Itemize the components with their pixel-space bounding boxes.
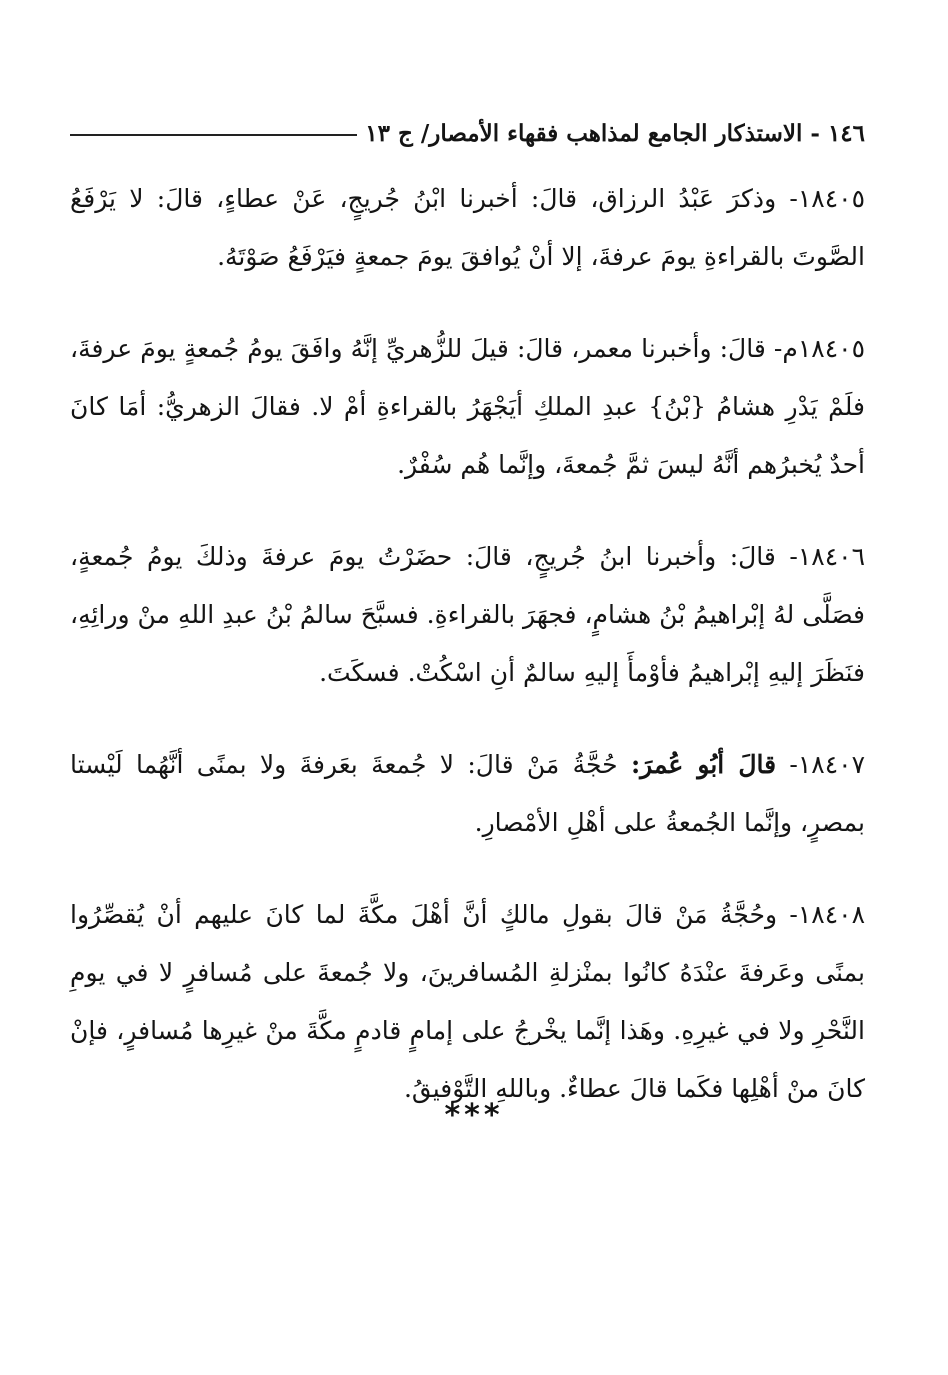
header-title-line: ١٤٦ - الاستذكار الجامع لمذاهب فقهاء الأمصار/ ج ١٣ bbox=[365, 119, 865, 147]
book-title: الاستذكار الجامع لمذاهب فقهاء الأمصار/ ج ١٣ bbox=[365, 119, 803, 147]
paragraph-18408: ١٨٤٠٨- وحُجَّةُ مَنْ قالَ بقولِ مالكٍ أنَّ أهْلَ مكَّةَ لما كانَ عليهم أنْ يُقصِّرُوا بمنًى وعَرفةَ عنْدَهُ كانُوا بمنْزلةِ المُسافرينَ، ولا جُمعةَ على مُسافرٍ لا في يومِ النَّحْرِ ولا في غيرِهِ. وهَذا إنَّما يخْرجُ على إمامٍ قادمٍ مكَّةَ منْ غيرِها مُسافرٍ، فإنْ كانَ منْ أهْلِها فكَما قالَ عطاءٌ. وباللهِ التَّوْفيقُ. bbox=[70, 900, 866, 1103]
paragraph-number: ١٨٤٠٨ bbox=[797, 900, 866, 929]
paragraph-number: ١٨٤٠٧ bbox=[797, 750, 865, 779]
paragraph-number: ١٨٤٠٥ bbox=[797, 184, 865, 213]
paragraph-18407: ١٨٤٠٧- قالَ أبُو عُمرَ: حُجَّةُ مَنْ قالَ: لا جُمعةَ بعَرفةَ ولا بمنًى أنَّهُما لَيْستا بمصرٍ، وإنَّما الجُمعةُ على أهْلِ الأمْصارِ. bbox=[70, 750, 865, 837]
paragraph-number: ١٨٤٠٦ bbox=[797, 542, 865, 571]
running-header bbox=[70, 112, 865, 154]
paragraph-emphasis: قالَ أبُو عُمرَ: bbox=[630, 750, 777, 779]
page bbox=[70, 112, 865, 1152]
paragraph-text: قالَ: وأخبرنا معمر، قالَ: قيلَ للزُّهريِّ إنَّهُ وافَقَ يومُ جُمعةٍ يومَ عرفةَ، فلَمْ يَدْرِ هشامُ {بْنُ} عبدِ الملكِ أيَجْهَرُ بالقراءةِ أمْ لا. فقالَ الزهريُّ: أمَا كانَ أحدٌ يُخبرُهم أنَّهُ ليسَ ثمَّ جُمعةَ، وإنَّما هُم سُفْرٌ. bbox=[70, 334, 865, 479]
page-number: ١٤٦ bbox=[827, 119, 865, 147]
paragraph-text: وحُجَّةُ مَنْ قالَ بقولِ مالكٍ أنَّ أهْلَ مكَّةَ لما كانَ عليهم أنْ يُقصِّرُوا بمنًى وعَرفةَ عنْدَهُ كانُوا بمنْزلةِ المُسافرينَ، ولا جُمعةَ على مُسافرٍ لا في يومِ النَّحْرِ ولا في غيرِهِ. وهَذا إنَّما يخْرجُ على إمامٍ قادمٍ مكَّةَ منْ غيرِها مُسافرٍ، فإنْ كانَ منْ أهْلِها فكَما قالَ عطاءٌ. وباللهِ التَّوْفيقُ. bbox=[70, 900, 865, 1103]
paragraph-18405m: ١٨٤٠٥م- قالَ: وأخبرنا معمر، قالَ: قيلَ للزُّهريِّ إنَّهُ وافَقَ يومُ جُمعةٍ يومَ عرفةَ، فلَمْ يَدْرِ هشامُ {بْنُ} عبدِ الملكِ أيَجْهَرُ بالقراءةِ أمْ لا. فقالَ الزهريُّ: أمَا كانَ أحدٌ يُخبرُهم أنَّهُ ليسَ ثمَّ جُمعةَ، وإنَّما هُم سُفْرٌ. bbox=[70, 334, 865, 479]
header-rule bbox=[70, 134, 357, 136]
section-separator: *** bbox=[444, 1098, 504, 1133]
paragraph-18406: ١٨٤٠٦- قالَ: وأخبرنا ابنُ جُريجٍ، قالَ: حضَرْتُ يومَ عرفةَ وذلكَ يومُ جُمعةٍ، فصَلَّى لهُ إبْراهيمُ بْنُ هشامٍ، فجهَرَ بالقراءةِ. فسبَّحَ سالمُ بْنُ عبدِ اللهِ منْ ورائِهِ، فنَظَرَ إليهِ إبْراهيمُ فأوْمأَ إليهِ سالمٌ أنِ اسْكُتْ. فسكَتَ. bbox=[70, 542, 865, 687]
paragraph-18405: ١٨٤٠٥- وذكرَ عَبْدُ الرزاق، قالَ: أخبرنا ابْنُ جُريجٍ، عَنْ عطاءٍ، قالَ: لا يَرْفَعُ الصَّوتَ بالقراءةِ يومَ عرفةَ، إلا أنْ يُوافقَ يومَ جمعةٍ فيَرْفَعُ صَوْتَهُ. bbox=[70, 184, 865, 271]
paragraph-number: ١٨٤٠٥م bbox=[782, 334, 865, 363]
paragraph-text: قالَ: وأخبرنا ابنُ جُريجٍ، قالَ: حضَرْتُ يومَ عرفةَ وذلكَ يومُ جُمعةٍ، فصَلَّى لهُ إبْراهيمُ بْنُ هشامٍ، فجهَرَ بالقراءةِ. فسبَّحَ سالمُ بْنُ عبدِ اللهِ منْ ورائِهِ، فنَظَرَ إليهِ إبْراهيمُ فأوْمأَ إليهِ سالمٌ أنِ اسْكُتْ. فسكَتَ. bbox=[70, 542, 865, 687]
body-text bbox=[70, 170, 865, 1118]
paragraph-text: حُجَّةُ مَنْ قالَ: لا جُمعةَ بعَرفةَ ولا بمنًى أنَّهُما لَيْستا بمصرٍ، وإنَّما الجُمعةُ على أهْلِ الأمْصارِ. bbox=[70, 750, 865, 837]
paragraph-text: وذكرَ عَبْدُ الرزاق، قالَ: أخبرنا ابْنُ جُريجٍ، عَنْ عطاءٍ، قالَ: لا يَرْفَعُ الصَّوتَ بالقراءةِ يومَ عرفةَ، إلا أنْ يُوافقَ يومَ جمعةٍ فيَرْفَعُ صَوْتَهُ. bbox=[70, 184, 865, 271]
